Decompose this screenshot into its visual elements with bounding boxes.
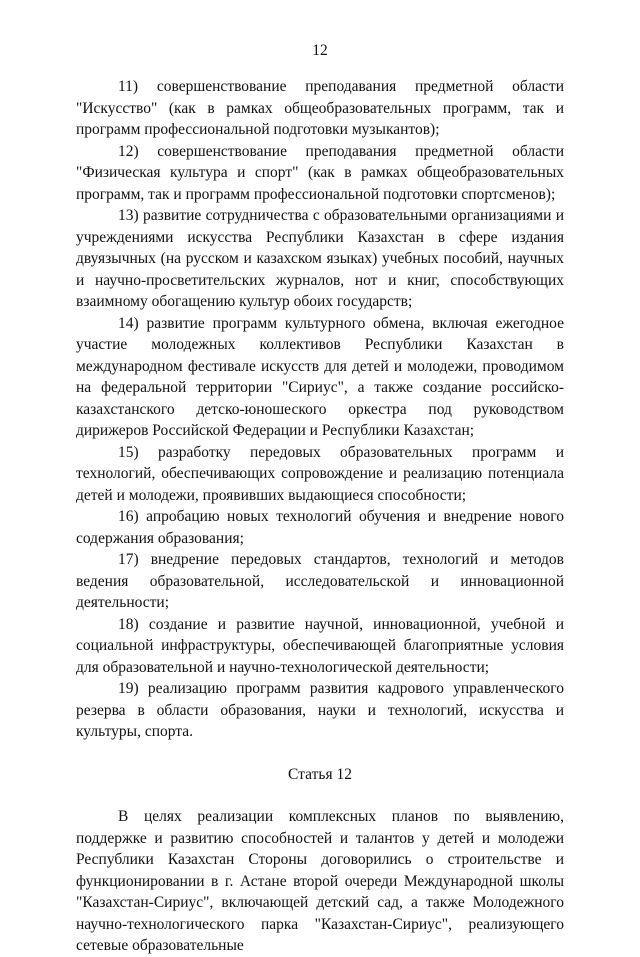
list-item-13: 13) развитие сотрудничества с образовательными организациями и учреждениями искусства Республики Казахстан в сфере издания двуязычных (на русском и казахском языках) учебных пособий, научных и научно-просветительских журналов, нот и книг, способствующих взаимному обогащению культур обоих государств; [76,207,564,310]
list-item-15: 15) разработку передовых образовательных программ и технологий, обеспечивающих сопровождение и реализацию потенциала детей и молодежи, проявивших выдающиеся способности; [76,443,564,504]
list-item-12: 12) совершенствование преподавания предметной области "Физическая культура и спорт" (как в рамках общеобразовательных программ, так и программ профессиональной подготовки спортсменов); [76,142,564,203]
article-paragraph: В целях реализации комплексных планов по выявлению, поддержке и развитию способностей и талантов у детей и молодежи Республики Казахстан Стороны договорились о строительстве и функционировании в г. Астане второй очереди Международной школы "Казахстан-Сириус", включающей детский сад, а также Молодежного научно-технологического парка "Казахстан-Сириус", реализующего сетевые образовательные [76,808,564,954]
list-item-18: 18) создание и развитие научной, инновационной, учебной и социальной инфраструктуры, обеспечивающей благоприятные условия для образовательной и научно-технологической деятельности; [76,615,564,676]
document-body [76,76,564,957]
article-heading: Статья 12 [288,765,352,783]
list-item-17: 17) внедрение передовых стандартов, технологий и методов ведения образовательной, исследовательской и инновационной деятельности; [76,551,564,611]
page-number: 12 [312,42,328,59]
list-item-16: 16) апробацию новых технологий обучения и внедрение нового содержания образования; [76,508,564,547]
list-item-11: 11) совершенствование преподавания предметной области "Искусство" (как в рамках общеобразовательных программ, так и программ профессиональной подготовки музыкантов); [76,78,564,138]
list-item-19: 19) реализацию программ развития кадрового управленческого резерва в области образования, науки и технологий, искусства и культуры, спорта. [76,680,564,740]
list-item-14: 14) развитие программ культурного обмена, включая ежегодное участие молодежных коллективов Республики Казахстан в международном фестивале искусств для детей и молодежи, проводимом на федеральной территории "Сириус", а также создание российско-казахстанского детско-юношеского оркестра под руководством дирижеров Российской Федерации и Республики Казахстан; [76,314,564,439]
